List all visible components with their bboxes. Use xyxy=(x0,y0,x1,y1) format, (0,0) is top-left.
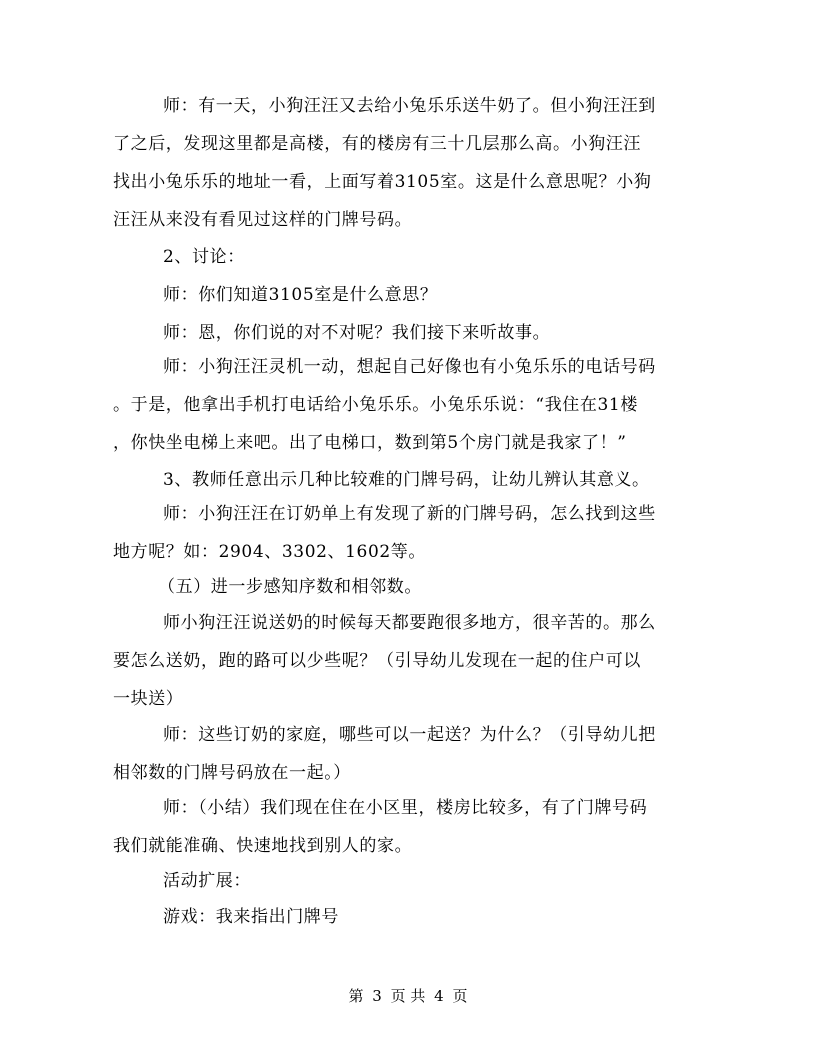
paragraph-line: 师：小狗汪汪灵机一动，想起自己好像也有小兔乐乐的电话号码 xyxy=(163,357,656,377)
paragraph-line: 师：你们知道3105室是什么意思？ xyxy=(163,285,438,305)
paragraph-line: 找出小兔乐乐的地址一看，上面写着3105室。这是什么意思呢？小狗 xyxy=(113,172,652,192)
paragraph-line: 游戏：我来指出门牌号 xyxy=(163,907,339,927)
section-heading: 3、教师任意出示几种比较难的门牌号码，让幼儿辨认其意义。 xyxy=(163,470,650,490)
paragraph-line: 师：恩，你们说的对不对呢？我们接下来听故事。 xyxy=(163,323,551,343)
paragraph-line: 师：这些订奶的家庭，哪些可以一起送？为什么？（引导幼儿把 xyxy=(163,725,656,745)
paragraph-line: 师：（小结）我们现在住在小区里，楼房比较多，有了门牌号码 xyxy=(163,798,648,818)
paragraph-line: 师：小狗汪汪在订奶单上有发现了新的门牌号码，怎么找到这些 xyxy=(163,504,656,524)
paragraph-line: 。于是，他拿出手机打电话给小兔乐乐。小兔乐乐说：“我住在31楼 xyxy=(113,395,638,415)
paragraph-line: 要怎么送奶，跑的路可以少些呢？（引导幼儿发现在一起的住户可以 xyxy=(113,651,641,671)
paragraph-line: 了之后，发现这里都是高楼，有的楼房有三十几层那么高。小狗汪汪 xyxy=(113,134,641,154)
footer-middle: 页 共 xyxy=(390,987,426,1005)
paragraph-line: ，你快坐电梯上来吧。出了电梯口，数到第5个房门就是我家了！” xyxy=(113,433,627,453)
paragraph-line: 师小狗汪汪说送奶的时候每天都要跑很多地方，很辛苦的。那么 xyxy=(163,613,656,633)
section-heading: （五）进一步感知序数和相邻数。 xyxy=(158,577,422,597)
paragraph-line: 一块送） xyxy=(113,689,184,709)
footer-prefix: 第 xyxy=(348,987,364,1005)
paragraph-line: 地方呢？如：2904、3302、1602等。 xyxy=(113,542,426,562)
total-page-count: 4 xyxy=(434,987,444,1005)
current-page-number: 3 xyxy=(372,987,382,1005)
section-heading: 2、讨论： xyxy=(163,247,245,267)
paragraph-line: 师：有一天，小狗汪汪又去给小兔乐乐送牛奶了。但小狗汪汪到 xyxy=(163,96,656,116)
paragraph-line: 汪汪从来没有看见过这样的门牌号码。 xyxy=(113,210,413,230)
footer-suffix: 页 xyxy=(452,987,468,1005)
paragraph-line: 我们就能准确、快速地找到别人的家。 xyxy=(113,836,413,856)
page-footer xyxy=(0,986,816,1006)
paragraph-line: 相邻数的门牌号码放在一起。） xyxy=(113,763,351,783)
section-heading: 活动扩展： xyxy=(163,871,251,891)
